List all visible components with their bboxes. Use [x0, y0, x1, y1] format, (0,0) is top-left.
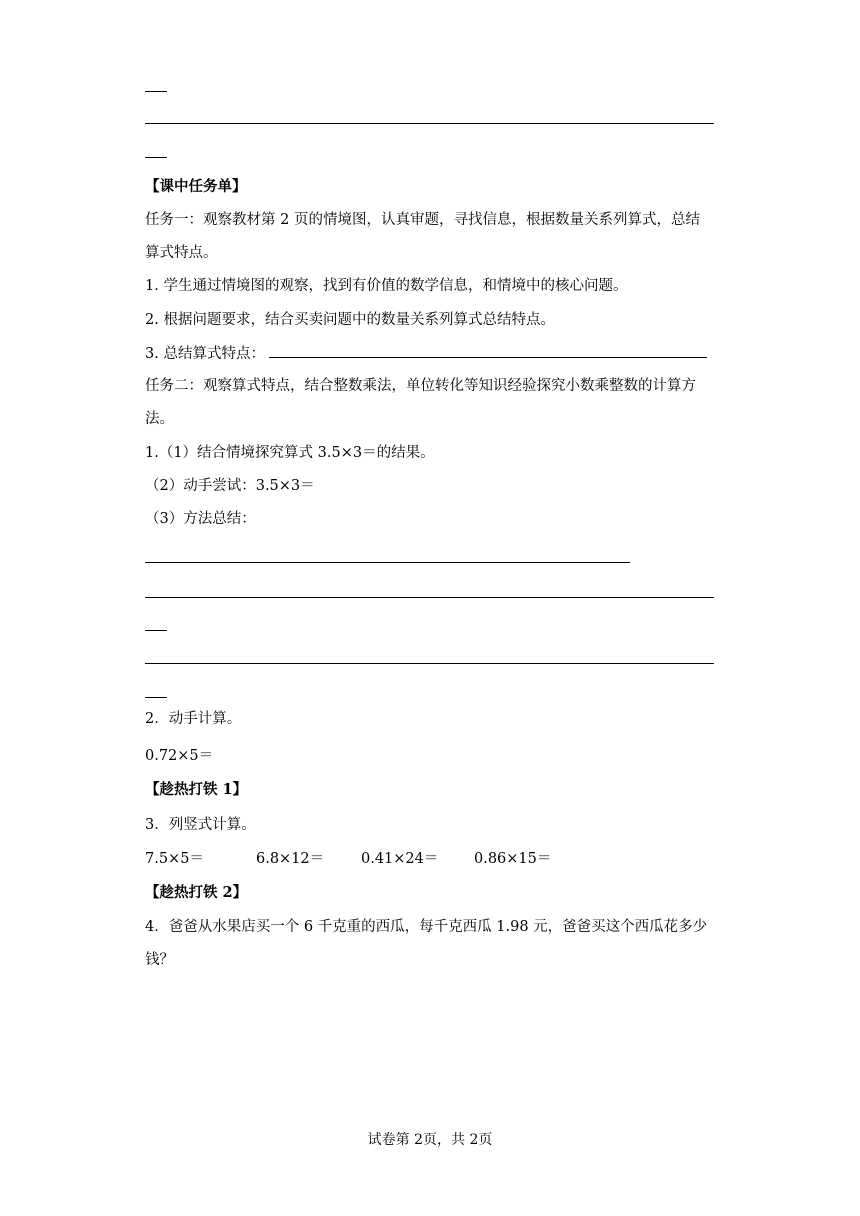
question-4-line1: 4．爸爸从水果店买一个 6 千克重的西瓜，每千克西瓜 1.98 元，爸爸买这个西瓜花多少 — [145, 919, 708, 935]
answer-line — [145, 562, 630, 563]
answer-line-end — [145, 697, 167, 698]
task2-text-line2: 法。 — [145, 411, 174, 427]
page-footer: 试卷第 2页，共 2页 — [367, 1132, 493, 1148]
fill-blank — [269, 343, 707, 358]
answer-line — [145, 597, 714, 598]
answer-line-end — [145, 630, 167, 631]
task1-text-line1: 任务一：观察教材第 2 页的情境图，认真审题，寻找信息，根据数量关系列算式，总结 — [145, 212, 700, 228]
practice-1-header: 【趁热打铁 1】 — [145, 781, 248, 798]
answer-line-end — [145, 91, 167, 92]
task2-text-line1: 任务二：观察算式特点，结合整数乘法，单位转化等知识经验探究小数乘整数的计算方 — [145, 378, 696, 394]
calc-expression: 7.5×5＝ — [145, 851, 204, 867]
calc-expression: 0.86×15＝ — [474, 851, 552, 867]
question-2-expression: 0.72×5＝ — [145, 748, 214, 764]
task1-item-1: 1. 学生通过情境图的观察，找到有价值的数学信息，和情境中的核心问题。 — [145, 278, 628, 294]
question-2-title: 2．动手计算。 — [145, 711, 242, 727]
task1-item-2: 2. 根据问题要求，结合买卖问题中的数量关系列算式总结特点。 — [145, 312, 555, 328]
question-3-title: 3．列竖式计算。 — [145, 817, 256, 833]
answer-line-end — [145, 157, 167, 158]
answer-line — [145, 123, 714, 124]
question-1-part-3: （3）方法总结： — [145, 511, 256, 527]
practice-2-header: 【趁热打铁 2】 — [145, 884, 248, 901]
question-1-part-1: 1.（1）结合情境探究算式 3.5×3＝的结果。 — [145, 445, 435, 461]
section-header: 【课中任务单】 — [145, 178, 247, 195]
answer-line — [145, 663, 714, 664]
task1-item-3 — [145, 343, 707, 364]
task1-text-line2: 算式特点。 — [145, 245, 218, 261]
question-4-line2: 钱？ — [145, 952, 174, 968]
task1-item-3-label: 3. 总结算式特点： — [145, 346, 265, 362]
calc-expression: 0.41×24＝ — [361, 851, 439, 867]
question-1-part-2: （2）动手尝试：3.5×3＝ — [145, 478, 315, 494]
calc-expression: 6.8×12＝ — [256, 851, 325, 867]
